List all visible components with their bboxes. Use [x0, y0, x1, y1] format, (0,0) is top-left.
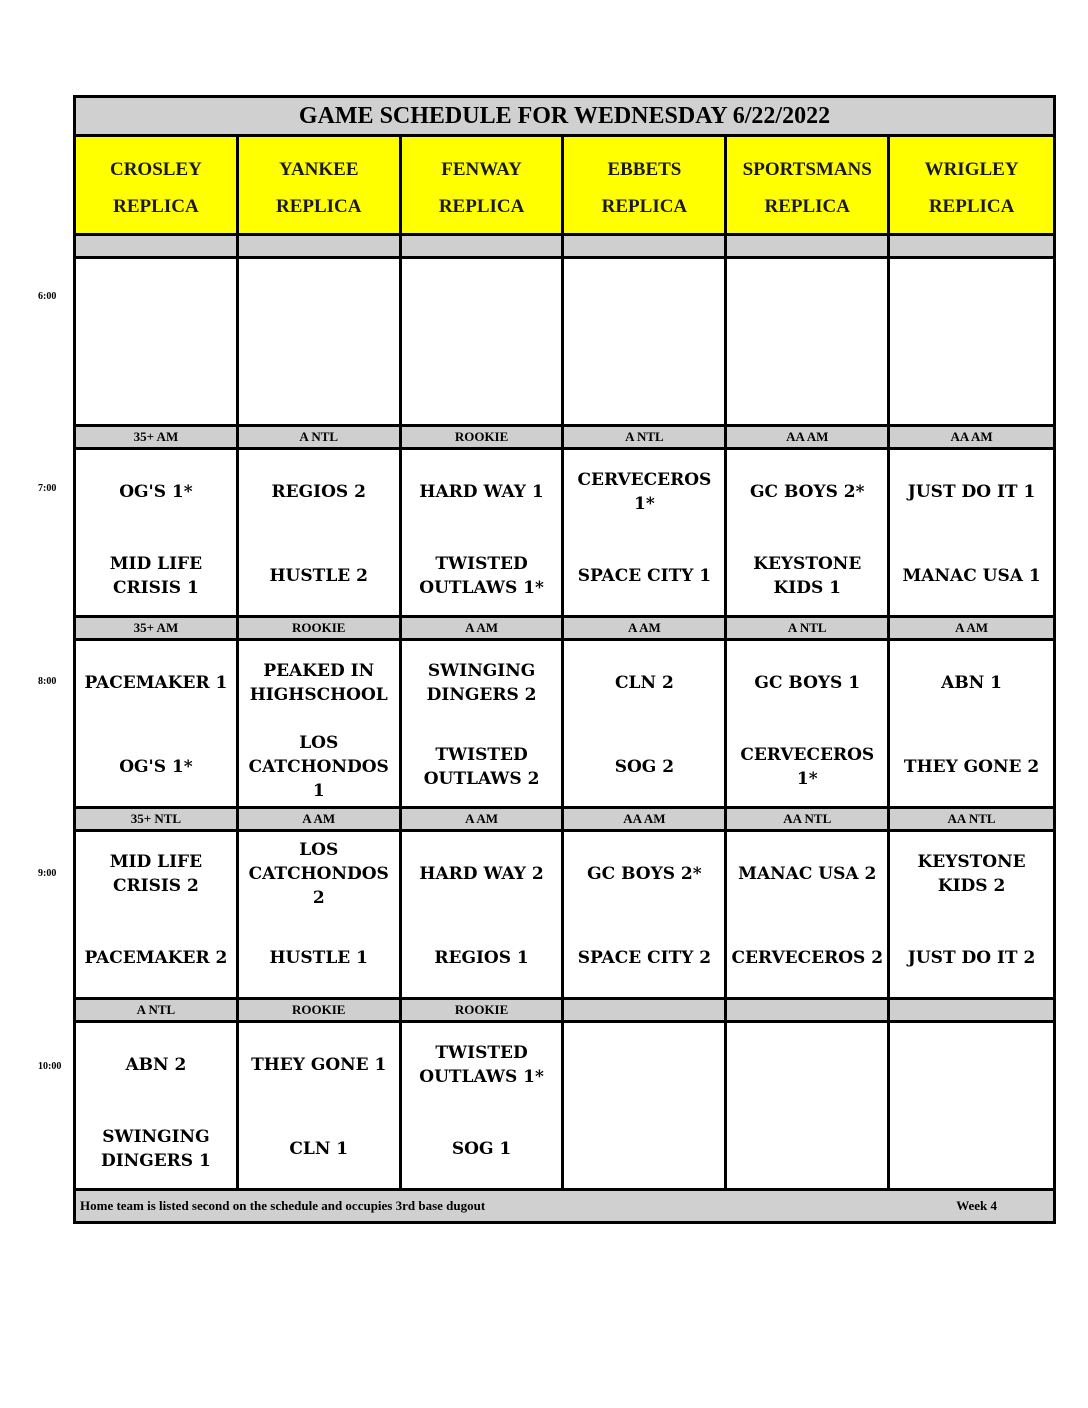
- home-team-note: Home team is listed second on the schedule and occupies 3rd base dugout: [80, 1198, 486, 1213]
- field-subtitle: REPLICA: [928, 196, 1015, 217]
- home-team: REGIOS 1: [434, 948, 529, 968]
- division-row: [76, 1000, 1053, 1023]
- home-team: CERVECEROS 1*: [740, 745, 875, 789]
- time-slots: [76, 236, 1053, 1191]
- division-label: 35+ AM: [76, 427, 239, 447]
- game-cell: [402, 832, 565, 997]
- game-row: [76, 832, 1053, 1000]
- division-label: [239, 236, 402, 256]
- division-label: ROOKIE: [239, 618, 402, 638]
- home-team: TWISTED OUTLAWS 2: [423, 745, 540, 789]
- time-label: 7:00: [38, 483, 57, 494]
- away-team: [729, 1027, 885, 1103]
- division-label: [890, 236, 1053, 256]
- home-team: CLN 1: [289, 1139, 349, 1159]
- game-cell: [564, 832, 727, 997]
- home-team: LOS CATCHONDOS 1: [248, 733, 389, 801]
- game-cell: [239, 832, 402, 997]
- division-label: AA AM: [564, 809, 727, 829]
- away-team: HARD WAY 2: [419, 864, 544, 884]
- game-cell: [239, 450, 402, 615]
- away-team: SWINGING DINGERS 2: [426, 661, 537, 705]
- division-label: 35+ AM: [76, 618, 239, 638]
- field-header: [727, 137, 890, 233]
- home-team: JUST DO IT 2: [907, 948, 1036, 968]
- home-team: THEY GONE 2: [903, 757, 1040, 777]
- division-label: [564, 1000, 727, 1020]
- home-team: HUSTLE 2: [269, 566, 368, 586]
- game-cell: [76, 641, 239, 806]
- home-team: MID LIFE CRISIS 1: [109, 554, 203, 598]
- away-team: [892, 1027, 1051, 1103]
- away-team: THEY GONE 1: [251, 1055, 387, 1075]
- division-label: ROOKIE: [402, 1000, 565, 1020]
- home-team: SPACE CITY 2: [577, 948, 712, 968]
- field-name: WRIGLEY: [924, 159, 1019, 180]
- division-label: A AM: [402, 618, 565, 638]
- division-label: [727, 1000, 890, 1020]
- field-subtitle: REPLICA: [438, 196, 525, 217]
- away-team: GC BOYS 2*: [587, 864, 702, 884]
- time-column: [0, 0, 74, 1408]
- division-label: A AM: [402, 809, 565, 829]
- field-header: [564, 137, 727, 233]
- home-team: PACEMAKER 2: [84, 948, 228, 968]
- game-cell: [564, 259, 727, 424]
- away-team: OG'S 1*: [119, 482, 193, 502]
- division-label: ROOKIE: [402, 427, 565, 447]
- game-row: [76, 450, 1053, 618]
- division-label: A AM: [955, 620, 988, 635]
- division-label: A NTL: [76, 1000, 239, 1020]
- field-name: FENWAY: [441, 159, 522, 180]
- game-row: [76, 259, 1053, 427]
- time-label: 8:00: [38, 676, 57, 687]
- field-name: CROSLEY: [109, 159, 202, 180]
- game-cell: [76, 450, 239, 615]
- division-label: [564, 236, 727, 256]
- field-subtitle: REPLICA: [113, 196, 199, 217]
- home-team: [78, 347, 234, 423]
- division-row: [76, 427, 1053, 450]
- game-cell: [239, 1023, 402, 1188]
- game-cell: [402, 259, 565, 424]
- home-team: SOG 2: [614, 757, 675, 777]
- away-team: [78, 263, 234, 339]
- away-team: MANAC USA 2: [738, 864, 877, 884]
- game-cell: [402, 1023, 565, 1188]
- division-label: AA AM: [727, 427, 890, 447]
- division-label: [76, 236, 239, 256]
- away-team: ABN 2: [125, 1055, 187, 1075]
- field-subtitle: REPLICA: [764, 196, 850, 217]
- game-cell: [890, 450, 1053, 615]
- away-team: TWISTED OUTLAWS 1*: [419, 1043, 544, 1087]
- away-team: PACEMAKER 1: [84, 673, 228, 693]
- division-label: [890, 1000, 1053, 1020]
- away-team: [566, 1027, 722, 1103]
- away-team: ABN 1: [941, 673, 1002, 693]
- game-row: [76, 641, 1053, 809]
- away-team: MID LIFE CRISIS 2: [109, 852, 203, 896]
- game-cell: [76, 1023, 239, 1188]
- schedule-title: GAME SCHEDULE FOR WEDNESDAY 6/22/2022: [76, 98, 1053, 137]
- away-team: [892, 263, 1051, 339]
- division-row: [76, 236, 1053, 259]
- game-cell: [727, 832, 890, 997]
- away-team: CLN 2: [615, 673, 674, 693]
- division-row: [76, 809, 1053, 832]
- home-team: SPACE CITY 1: [577, 566, 712, 586]
- away-team: PEAKED IN HIGHSCHOOL: [249, 661, 388, 705]
- game-cell: [890, 641, 1053, 806]
- home-team: HUSTLE 1: [269, 948, 368, 968]
- game-row: [76, 1023, 1053, 1191]
- time-label: 6:00: [38, 291, 57, 302]
- time-label: 10:00: [38, 1061, 62, 1072]
- away-team: [404, 263, 560, 339]
- away-team: LOS CATCHONDOS 2: [248, 840, 389, 908]
- field-header: [402, 137, 565, 233]
- home-team: [892, 1111, 1051, 1187]
- game-cell: [239, 259, 402, 424]
- away-team: KEYSTONE KIDS 2: [917, 852, 1026, 896]
- home-team: [404, 347, 560, 423]
- game-cell: [564, 641, 727, 806]
- home-team: [729, 347, 885, 423]
- home-team: [566, 1111, 722, 1187]
- division-label: A NTL: [727, 618, 890, 638]
- game-cell: [890, 832, 1053, 997]
- home-team: CERVECEROS 2: [731, 948, 884, 968]
- away-team: [241, 263, 397, 339]
- field-name: YANKEE: [278, 159, 359, 180]
- game-cell: [402, 641, 565, 806]
- schedule-table: [73, 95, 1056, 1224]
- away-team: REGIOS 2: [271, 482, 366, 502]
- field-name: EBBETS: [607, 159, 682, 180]
- field-header: [76, 137, 239, 233]
- home-team: [729, 1111, 885, 1187]
- division-label: 35+ NTL: [76, 809, 239, 829]
- away-team: GC BOYS 2*: [749, 482, 865, 502]
- home-team: SOG 1: [451, 1139, 512, 1159]
- field-name: SPORTSMANS: [742, 159, 872, 180]
- division-label: A NTL: [564, 427, 727, 447]
- game-cell: [564, 450, 727, 615]
- game-cell: [239, 641, 402, 806]
- game-cell: [727, 1023, 890, 1188]
- division-label: AA NTL: [947, 811, 996, 826]
- home-team: KEYSTONE KIDS 1: [753, 554, 862, 598]
- division-label: ROOKIE: [239, 1000, 402, 1020]
- division-label: AA NTL: [727, 809, 890, 829]
- game-cell: [76, 259, 239, 424]
- week-label: Week 4: [956, 1198, 997, 1213]
- field-header: [890, 137, 1053, 233]
- game-cell: [76, 832, 239, 997]
- game-cell: [727, 450, 890, 615]
- game-cell: [890, 1023, 1053, 1188]
- away-team: [729, 263, 885, 339]
- field-header: [239, 137, 402, 233]
- away-team: CERVECEROS 1*: [577, 470, 712, 514]
- home-team: [241, 347, 397, 423]
- footer-bar: [76, 1191, 1053, 1221]
- division-label: A AM: [564, 618, 727, 638]
- field-subtitle: REPLICA: [275, 196, 362, 217]
- away-team: [566, 263, 722, 339]
- home-team: [892, 347, 1051, 423]
- game-cell: [727, 259, 890, 424]
- division-label: AA AM: [950, 429, 993, 444]
- home-team: SWINGING DINGERS 1: [100, 1127, 211, 1171]
- division-label: A AM: [239, 809, 402, 829]
- time-label: 9:00: [38, 868, 57, 879]
- game-cell: [402, 450, 565, 615]
- division-label: [402, 236, 565, 256]
- field-subtitle: REPLICA: [601, 196, 688, 217]
- home-team: OG'S 1*: [119, 757, 193, 777]
- home-team: TWISTED OUTLAWS 1*: [419, 554, 544, 598]
- game-cell: [890, 259, 1053, 424]
- away-team: GC BOYS 1: [754, 673, 861, 693]
- field-header-row: [76, 137, 1053, 236]
- game-cell: [727, 641, 890, 806]
- away-team: HARD WAY 1: [419, 482, 544, 502]
- home-team: [566, 347, 722, 423]
- away-team: JUST DO IT 1: [907, 482, 1036, 502]
- division-label: A NTL: [239, 427, 402, 447]
- home-team: MANAC USA 1: [902, 566, 1041, 586]
- division-label: [727, 236, 890, 256]
- game-cell: [564, 1023, 727, 1188]
- division-row: [76, 618, 1053, 641]
